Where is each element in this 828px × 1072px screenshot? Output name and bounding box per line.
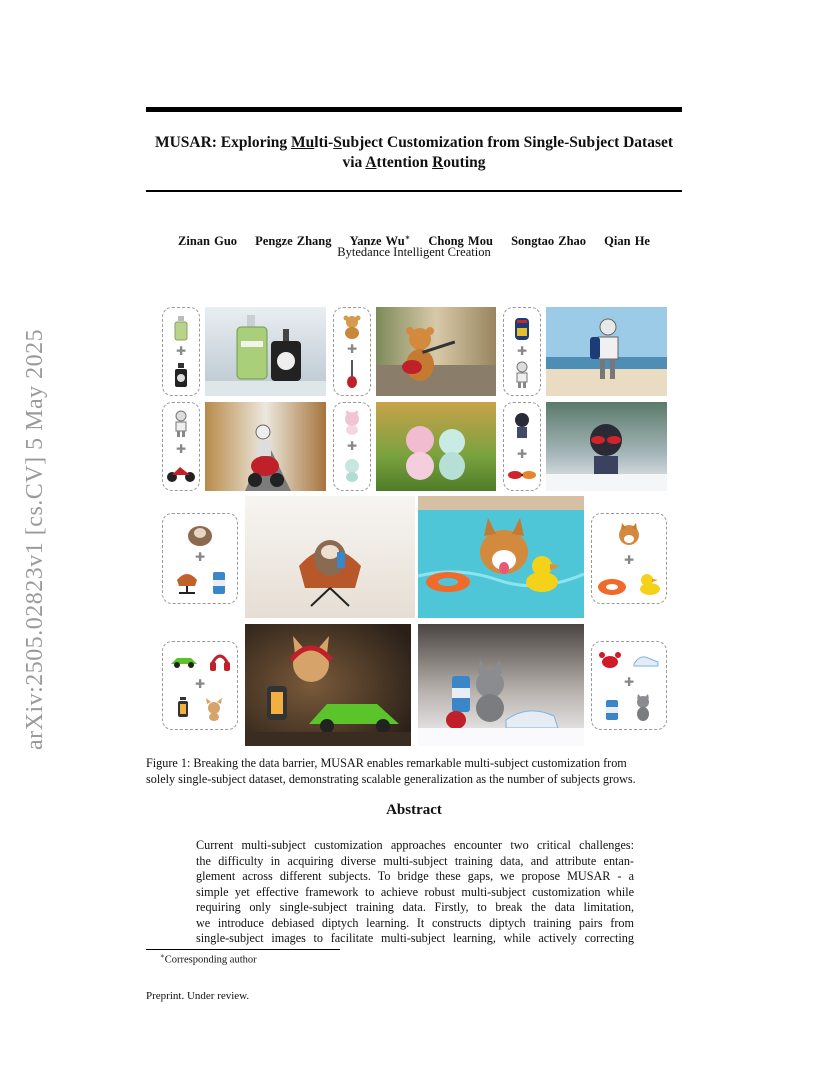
plus-icon: ✚ (175, 442, 187, 457)
plush-toy-icon (341, 457, 363, 483)
generated-image-dog-car-lantern (245, 624, 411, 746)
sneaker-icon (632, 652, 660, 668)
input-card-perfume (162, 307, 200, 396)
plush-cat-icon (341, 410, 363, 436)
author: Pengze Zhang (255, 234, 332, 249)
caption-line: Figure 1: Breaking the data barrier, MUSAR enables remarkable multi-subject customization from (146, 756, 627, 770)
figure-caption (146, 756, 686, 787)
paper-title: MUSAR: Exploring Multi-Subject Customization from Single-Subject Dataset via Attention Routing (154, 134, 674, 171)
plus-icon: ✚ (194, 676, 206, 691)
soda-can-icon (605, 698, 619, 722)
sunglasses-icon (507, 469, 537, 481)
chihuahua-icon (203, 698, 225, 722)
motorcycle-icon (166, 461, 196, 483)
plus-icon: ✚ (346, 439, 358, 454)
generated-image-robot-motorcycle (205, 402, 326, 491)
swim-ring-icon (597, 578, 627, 596)
abstract-line: the difficulty in acquiring diverse multi-subject training data, and attribute entan- (196, 853, 634, 868)
generated-image-bear-guitar (376, 307, 496, 396)
author: Songtao Zhao (511, 234, 587, 249)
dog-icon (616, 522, 642, 548)
input-card-bear-guitar (333, 307, 371, 396)
input-card-backpack-robot (503, 307, 541, 396)
figurine-icon (512, 412, 532, 440)
footnote-rule (146, 949, 340, 950)
author: Chong Mou (428, 234, 493, 249)
robot-icon (171, 410, 191, 438)
input-card-sloth-chair-can (162, 513, 238, 604)
abstract-line: we introduce debiased diptych learning. It constructs diptych training pairs from (196, 915, 634, 930)
plus-icon: ✚ (623, 674, 635, 689)
abstract-line: glement across different subjects. To bridge these gaps, we propose MUSAR - a (196, 869, 634, 883)
plus-icon: ✚ (623, 552, 635, 567)
abstract-line: simple yet effective framework to achieve robust multi-subject customization while (196, 884, 634, 899)
title-bottom-rule (146, 190, 682, 192)
abstract-body (196, 838, 634, 947)
title-top-rule (146, 107, 682, 112)
plus-icon: ✚ (194, 550, 206, 565)
input-card-plush-toys (333, 402, 371, 491)
abstract-line: Current multi-subject customization approaches encounter two critical challenges: (196, 838, 634, 852)
generated-image-sloth-chair (245, 496, 415, 618)
generated-image-robot-beach (546, 307, 667, 396)
perfume-bottle-icon (172, 361, 190, 389)
chair-icon (173, 568, 201, 596)
generated-image-plush-grass (376, 402, 496, 491)
abstract-heading: Abstract (386, 802, 442, 818)
abstract-line: requiring only single-subject training data. Firstly, to break the data limitation, (196, 900, 634, 914)
generated-image-cat-snow (418, 624, 584, 746)
caption-line: solely single-subject dataset, demonstrating scalable generalization as the number of subjects grows. (146, 771, 636, 786)
perfume-bottle-icon (172, 314, 190, 342)
cat-icon (633, 694, 653, 722)
generated-image-figure-snow (546, 402, 667, 491)
plus-icon: ✚ (175, 344, 187, 359)
sports-car-icon (169, 654, 199, 668)
crab-toy-icon (598, 650, 622, 670)
input-card-dog-ring-duck (591, 513, 667, 604)
sloth-icon (185, 521, 215, 547)
guitar-icon (345, 359, 359, 389)
plus-icon: ✚ (346, 342, 358, 357)
generated-image-perfumes (205, 307, 326, 396)
plus-icon: ✚ (516, 447, 528, 462)
preprint-note: Preprint. Under review. (146, 990, 250, 1002)
author: Zinan Guo (178, 234, 238, 249)
affiliation: Bytedance Intelligent Creation (337, 245, 491, 259)
headphones-icon (209, 650, 231, 672)
author: Yanze Wu∗ (349, 233, 411, 249)
input-card-figure-sunglasses (503, 402, 541, 491)
input-card-robot-motorcycle (162, 402, 200, 491)
generated-image-dog-pool (418, 496, 584, 618)
robot-icon (512, 361, 532, 389)
teddy-bear-icon (341, 314, 363, 340)
rubber-duck-icon (637, 572, 661, 596)
author: Qian He (604, 234, 650, 249)
footnote: ∗Corresponding author (160, 952, 257, 966)
input-card-crab-sneaker-can-cat (591, 641, 667, 730)
lantern-icon (175, 696, 191, 722)
backpack-icon (512, 314, 532, 342)
input-card-car-headphones-lantern-dog (162, 641, 238, 730)
arxiv-stamp: arXiv:2505.02823v1 [cs.CV] 5 May 2025 (22, 328, 48, 750)
plus-icon: ✚ (516, 344, 528, 359)
soda-can-icon (211, 570, 227, 596)
abstract-line: single-subject images to facilitate multi-subject learning, while actively correcting (196, 931, 634, 945)
